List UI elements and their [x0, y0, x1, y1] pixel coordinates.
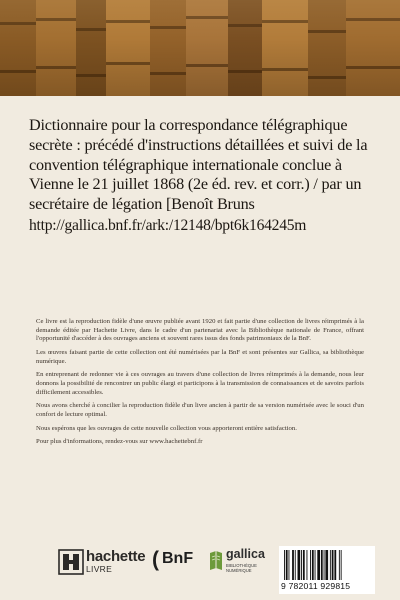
gallica-wordmark: gallica [226, 547, 265, 561]
hachette-wordmark: hachette [86, 548, 146, 565]
paragraph: Pour plus d'informations, rendez-vous sur www.hachettebnf.fr [36, 438, 203, 446]
book-spines-banner [0, 0, 400, 96]
gallica-book-icon [208, 550, 224, 572]
hachette-logo-icon [58, 549, 84, 575]
barcode-bars [283, 550, 371, 580]
gallica-url: http://gallica.bnf.fr/ark:/12148/bpt6k164245m [29, 217, 307, 234]
paragraph: En entreprenant de redonner vie à ces ouvrages au travers d'une collection de livres réimprimés à la demande, nous leur donnons la possibilité de rencontrer un public élargi et participons à la transmission de connaissances et de savoirs parfois difficilement accessibles. [36, 371, 364, 396]
bnf-logo [152, 546, 198, 576]
gallica-logo [208, 546, 270, 578]
paragraph: Les œuvres faisant partie de cette collection ont été numérisées par la BnF et sont présentes sur Gallica, sa bibliothèque numérique. [36, 348, 364, 365]
isbn-barcode [279, 546, 375, 594]
barcode-number: 9 782011 929815 [281, 581, 351, 591]
paragraph: Nous avons cherché à concilier la reproduction fidèle d'un livre ancien à partir de sa version numérisée avec le souci d'un confort de lecture optimal. [36, 402, 364, 418]
bnf-bracket-icon: ( [152, 548, 159, 571]
book-title: Dictionnaire pour la correspondance télégraphique secrète : précédé d'instructions détaillées et suivi de la convention télégraphique internationale conclue à Vienne le 21 juillet 1868 (2e éd. rev. et corr.) / par un secrétaire de légation [Benoît Bruns [29, 116, 368, 214]
bnf-wordmark: BnF [162, 550, 194, 567]
hachette-livre-logo [58, 548, 146, 576]
livre-wordmark: LIVRE [86, 564, 113, 574]
paragraph: Nous espérons que les ouvrages de cette nouvelle collection vous apporteront entière satisfaction. [36, 424, 297, 432]
gallica-subtitle: BIBLIOTHÈQUE NUMÉRIQUE [226, 563, 257, 573]
collection-description [36, 318, 364, 452]
paragraph: Ce livre est la reproduction fidèle d'une œuvre publiée avant 1920 et fait partie d'une collection de livres réimprimés à la demande éditée par Hachette Livre, dans le cadre d'un partenariat avec la Bibliothèque nationale de France, offrant l'opportunité d'accéder à des ouvrages anciens et souvent rares issus des fonds patrimoniaux de la BnF. [36, 318, 364, 343]
